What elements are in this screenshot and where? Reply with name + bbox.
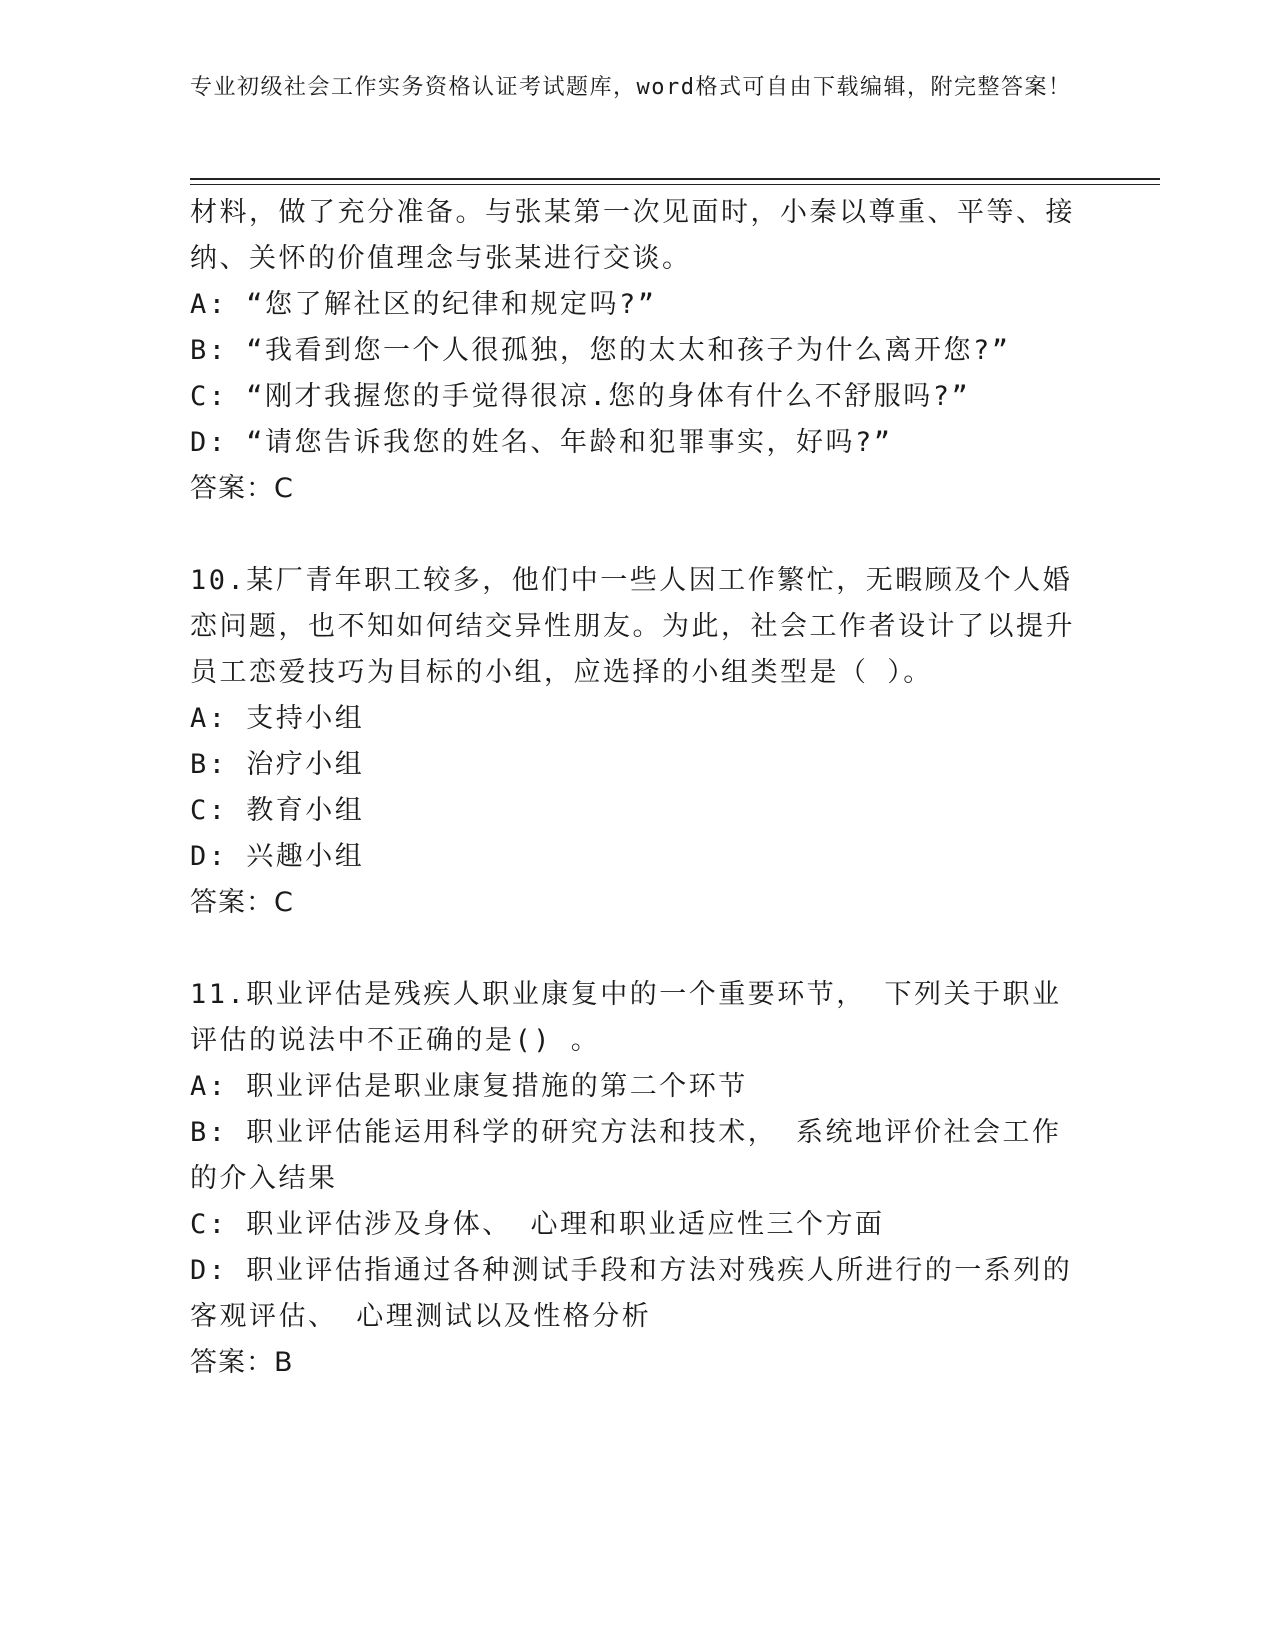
header-title: 专业初级社会工作实务资格认证考试题库，word格式可自由下载编辑，附完整答案！ (190, 75, 1072, 100)
option-b: B: 职业评估能运用科学的研究方法和技术， 系统地评价社会工作的介入结果 (190, 1117, 1062, 1194)
option-a: A: 支持小组 (190, 703, 365, 734)
answer: 答案：B (190, 1347, 294, 1378)
question-stem: 材料，做了充分准备。与张某第一次见面时，小秦以尊重、平等、接纳、关怀的价值理念与张某进行交谈。 (190, 197, 1075, 274)
document-header (190, 72, 1075, 104)
question-stem: 11.职业评估是残疾人职业康复中的一个重要环节， 下列关于职业评估的说法中不正确的是() 。 (190, 979, 1062, 1056)
option-c: C: “刚才我握您的手觉得很凉.您的身体有什么不舒服吗?” (190, 381, 971, 412)
option-a: A: “您了解社区的纪律和规定吗?” (190, 289, 657, 320)
option-d: D: 兴趣小组 (190, 841, 365, 872)
option-a: A: 职业评估是职业康复措施的第二个环节 (190, 1071, 748, 1102)
option-b: B: 治疗小组 (190, 749, 365, 780)
question-11 (190, 972, 1085, 1386)
header-rule-thick (190, 178, 1160, 180)
answer: 答案：C (190, 887, 294, 918)
document-body (190, 190, 1085, 1432)
option-c: C: 职业评估涉及身体、 心理和职业适应性三个方面 (190, 1209, 885, 1240)
question-10 (190, 558, 1085, 926)
question-9-continuation (190, 190, 1085, 512)
answer: 答案：C (190, 473, 294, 504)
header-rule-thin (190, 184, 1160, 185)
option-b: B: “我看到您一个人很孤独，您的太太和孩子为什么离开您?” (190, 335, 1011, 366)
option-c: C: 教育小组 (190, 795, 365, 826)
option-d: D: “请您告诉我您的姓名、年龄和犯罪事实，好吗?” (190, 427, 893, 458)
question-stem: 10.某厂青年职工较多，他们中一些人因工作繁忙，无暇顾及个人婚恋问题，也不知如何结交异性朋友。为此，社会工作者设计了以提升员工恋爱技巧为目标的小组，应选择的小组类型是（ ）。 (190, 565, 1075, 688)
option-d: D: 职业评估指通过各种测试手段和方法对残疾人所进行的一系列的客观评估、 心理测试以及性格分析 (190, 1255, 1073, 1332)
